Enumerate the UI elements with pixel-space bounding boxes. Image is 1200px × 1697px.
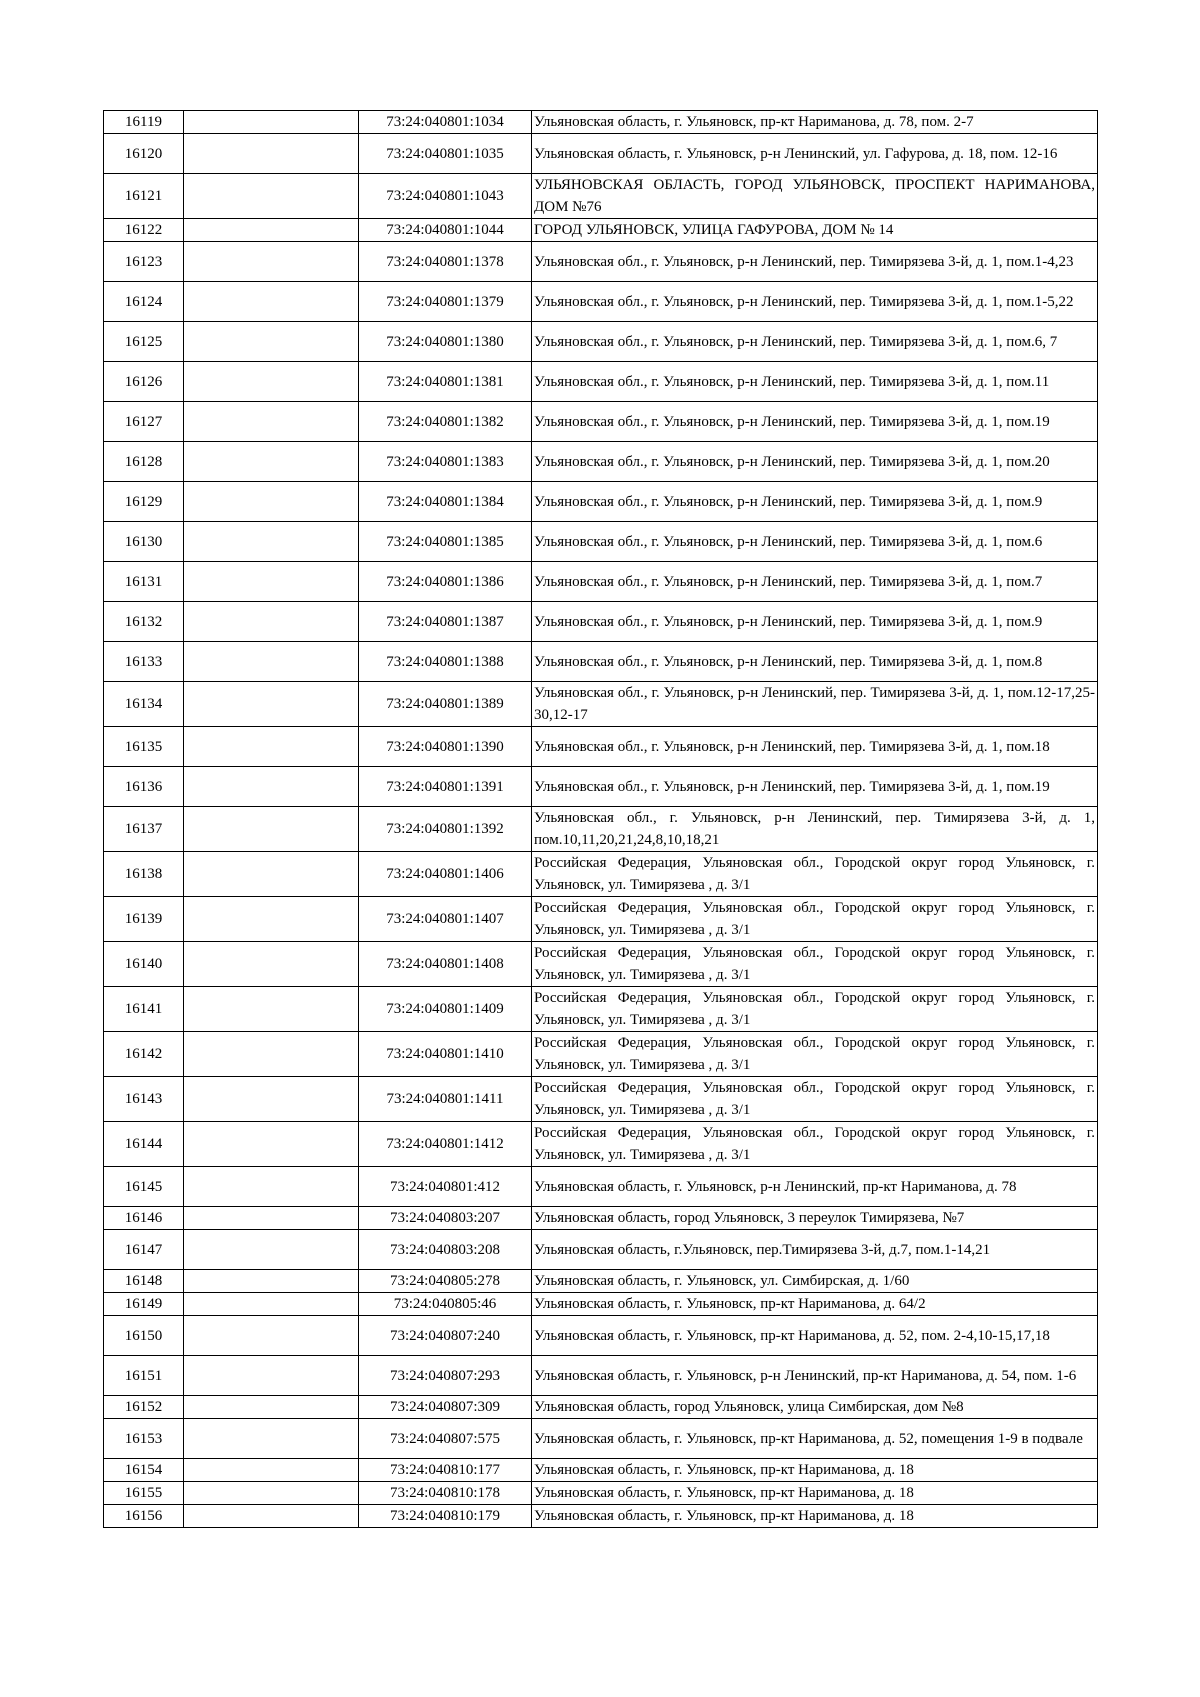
empty-cell	[184, 111, 359, 134]
address-cell: Российская Федерация, Ульяновская обл., Городской округ город Ульяновск, г. Ульяновск, ул. Тимирязева , д. 3/1	[532, 987, 1098, 1032]
empty-cell	[184, 562, 359, 602]
table-row	[104, 987, 1098, 1032]
row-number-cell: 16123	[104, 242, 184, 282]
address-cell: Ульяновская область, г. Ульяновск, пр-кт Нариманова, д. 52, помещения 1-9 в подвале	[532, 1419, 1098, 1459]
row-number-cell: 16132	[104, 602, 184, 642]
cadastral-number-cell: 73:24:040801:1386	[359, 562, 532, 602]
table-row	[104, 642, 1098, 682]
address-cell: Ульяновская обл., г. Ульяновск, р-н Ленинский, пер. Тимирязева 3-й, д. 1, пом.20	[532, 442, 1098, 482]
table-row	[104, 767, 1098, 807]
row-number-cell: 16149	[104, 1293, 184, 1316]
empty-cell	[184, 1293, 359, 1316]
empty-cell	[184, 852, 359, 897]
row-number-cell: 16152	[104, 1396, 184, 1419]
empty-cell	[184, 322, 359, 362]
row-number-cell: 16145	[104, 1167, 184, 1207]
table-row	[104, 682, 1098, 727]
address-cell: Ульяновская обл., г. Ульяновск, р-н Ленинский, пер. Тимирязева 3-й, д. 1, пом.19	[532, 767, 1098, 807]
address-cell: Ульяновская область, г. Ульяновск, р-н Ленинский, пр-кт Нариманова, д. 54, пом. 1-6	[532, 1356, 1098, 1396]
table-row	[104, 562, 1098, 602]
address-cell: Российская Федерация, Ульяновская обл., Городской округ город Ульяновск, г. Ульяновск, ул. Тимирязева , д. 3/1	[532, 1077, 1098, 1122]
row-number-cell: 16151	[104, 1356, 184, 1396]
empty-cell	[184, 1459, 359, 1482]
empty-cell	[184, 767, 359, 807]
table-row	[104, 1207, 1098, 1230]
empty-cell	[184, 1419, 359, 1459]
table-row	[104, 1167, 1098, 1207]
cadastral-number-cell: 73:24:040801:1035	[359, 134, 532, 174]
empty-cell	[184, 897, 359, 942]
table-row	[104, 1482, 1098, 1505]
empty-cell	[184, 1167, 359, 1207]
table-row	[104, 219, 1098, 242]
address-cell: ГОРОД УЛЬЯНОВСК, УЛИЦА ГАФУРОВА, ДОМ № 14	[532, 219, 1098, 242]
row-number-cell: 16125	[104, 322, 184, 362]
address-cell: Ульяновская обл., г. Ульяновск, р-н Ленинский, пер. Тимирязева 3-й, д. 1, пом.1-5,22	[532, 282, 1098, 322]
cadastral-number-cell: 73:24:040801:1388	[359, 642, 532, 682]
row-number-cell: 16148	[104, 1270, 184, 1293]
table-row	[104, 282, 1098, 322]
address-cell: Ульяновская область, г. Ульяновск, пр-кт Нариманова, д. 18	[532, 1505, 1098, 1528]
row-number-cell: 16121	[104, 174, 184, 219]
empty-cell	[184, 1505, 359, 1528]
row-number-cell: 16146	[104, 1207, 184, 1230]
registry-table-body	[104, 111, 1098, 1528]
address-cell: Ульяновская обл., г. Ульяновск, р-н Ленинский, пер. Тимирязева 3-й, д. 1, пом.11	[532, 362, 1098, 402]
empty-cell	[184, 442, 359, 482]
address-cell: УЛЬЯНОВСКАЯ ОБЛАСТЬ, ГОРОД УЛЬЯНОВСК, ПРОСПЕКТ НАРИМАНОВА, ДОМ №76	[532, 174, 1098, 219]
row-number-cell: 16156	[104, 1505, 184, 1528]
cadastral-number-cell: 73:24:040801:1044	[359, 219, 532, 242]
cadastral-number-cell: 73:24:040801:1407	[359, 897, 532, 942]
cadastral-number-cell: 73:24:040801:1391	[359, 767, 532, 807]
cadastral-number-cell: 73:24:040801:1378	[359, 242, 532, 282]
address-cell: Ульяновская обл., г. Ульяновск, р-н Ленинский, пер. Тимирязева 3-й, д. 1, пом.6, 7	[532, 322, 1098, 362]
row-number-cell: 16131	[104, 562, 184, 602]
cadastral-number-cell: 73:24:040801:1379	[359, 282, 532, 322]
row-number-cell: 16147	[104, 1230, 184, 1270]
empty-cell	[184, 402, 359, 442]
row-number-cell: 16139	[104, 897, 184, 942]
table-row	[104, 1396, 1098, 1419]
address-cell: Российская Федерация, Ульяновская обл., Городской округ город Ульяновск, г. Ульяновск, ул. Тимирязева , д. 3/1	[532, 1122, 1098, 1167]
registry-table	[103, 110, 1098, 1528]
address-cell: Ульяновская область, г. Ульяновск, пр-кт Нариманова, д. 18	[532, 1459, 1098, 1482]
address-cell: Ульяновская обл., г. Ульяновск, р-н Ленинский, пер. Тимирязева 3-й, д. 1, пом.9	[532, 482, 1098, 522]
address-cell: Ульяновская область, г. Ульяновск, пр-кт Нариманова, д. 78, пом. 2-7	[532, 111, 1098, 134]
cadastral-number-cell: 73:24:040801:1409	[359, 987, 532, 1032]
table-row	[104, 134, 1098, 174]
table-row	[104, 1505, 1098, 1528]
address-cell: Ульяновская обл., г. Ульяновск, р-н Ленинский, пер. Тимирязева 3-й, д. 1, пом.7	[532, 562, 1098, 602]
row-number-cell: 16134	[104, 682, 184, 727]
row-number-cell: 16155	[104, 1482, 184, 1505]
table-row	[104, 1122, 1098, 1167]
cadastral-number-cell: 73:24:040807:309	[359, 1396, 532, 1419]
row-number-cell: 16126	[104, 362, 184, 402]
cadastral-number-cell: 73:24:040801:1390	[359, 727, 532, 767]
table-row	[104, 807, 1098, 852]
address-cell: Ульяновская обл., г. Ульяновск, р-н Ленинский, пер. Тимирязева 3-й, д. 1, пом.6	[532, 522, 1098, 562]
table-row	[104, 1077, 1098, 1122]
address-cell: Ульяновская область, г. Ульяновск, пр-кт Нариманова, д. 18	[532, 1482, 1098, 1505]
address-cell: Ульяновская обл., г. Ульяновск, р-н Ленинский, пер. Тимирязева 3-й, д. 1, пом.19	[532, 402, 1098, 442]
table-row	[104, 322, 1098, 362]
row-number-cell: 16150	[104, 1316, 184, 1356]
empty-cell	[184, 242, 359, 282]
empty-cell	[184, 219, 359, 242]
address-cell: Ульяновская обл., г. Ульяновск, р-н Ленинский, пер. Тимирязева 3-й, д. 1, пом.10,11,20,21,24,8,10,18,21	[532, 807, 1098, 852]
table-row	[104, 852, 1098, 897]
empty-cell	[184, 1396, 359, 1419]
cadastral-number-cell: 73:24:040807:575	[359, 1419, 532, 1459]
address-cell: Ульяновская область, город Ульяновск, улица Симбирская, дом №8	[532, 1396, 1098, 1419]
empty-cell	[184, 522, 359, 562]
row-number-cell: 16142	[104, 1032, 184, 1077]
cadastral-number-cell: 73:24:040801:1380	[359, 322, 532, 362]
address-cell: Ульяновская обл., г. Ульяновск, р-н Ленинский, пер. Тимирязева 3-й, д. 1, пом.18	[532, 727, 1098, 767]
empty-cell	[184, 362, 359, 402]
cadastral-number-cell: 73:24:040805:46	[359, 1293, 532, 1316]
table-row	[104, 1356, 1098, 1396]
cadastral-number-cell: 73:24:040801:1043	[359, 174, 532, 219]
cadastral-number-cell: 73:24:040803:207	[359, 1207, 532, 1230]
row-number-cell: 16144	[104, 1122, 184, 1167]
address-cell: Ульяновская обл., г. Ульяновск, р-н Ленинский, пер. Тимирязева 3-й, д. 1, пом.12-17,25-30,12-17	[532, 682, 1098, 727]
table-row	[104, 1270, 1098, 1293]
row-number-cell: 16122	[104, 219, 184, 242]
row-number-cell: 16119	[104, 111, 184, 134]
empty-cell	[184, 602, 359, 642]
cadastral-number-cell: 73:24:040807:293	[359, 1356, 532, 1396]
cadastral-number-cell: 73:24:040801:1408	[359, 942, 532, 987]
row-number-cell: 16135	[104, 727, 184, 767]
empty-cell	[184, 1270, 359, 1293]
table-row	[104, 602, 1098, 642]
cadastral-number-cell: 73:24:040801:1034	[359, 111, 532, 134]
cadastral-number-cell: 73:24:040801:1389	[359, 682, 532, 727]
table-row	[104, 1459, 1098, 1482]
empty-cell	[184, 807, 359, 852]
table-row	[104, 1316, 1098, 1356]
address-cell: Ульяновская область, г. Ульяновск, пр-кт Нариманова, д. 52, пом. 2-4,10-15,17,18	[532, 1316, 1098, 1356]
empty-cell	[184, 1316, 359, 1356]
cadastral-number-cell: 73:24:040801:1411	[359, 1077, 532, 1122]
row-number-cell: 16154	[104, 1459, 184, 1482]
row-number-cell: 16127	[104, 402, 184, 442]
cadastral-number-cell: 73:24:040801:1382	[359, 402, 532, 442]
cadastral-number-cell: 73:24:040810:177	[359, 1459, 532, 1482]
row-number-cell: 16120	[104, 134, 184, 174]
table-row	[104, 727, 1098, 767]
empty-cell	[184, 1032, 359, 1077]
address-cell: Российская Федерация, Ульяновская обл., Городской округ город Ульяновск, г. Ульяновск, ул. Тимирязева , д. 3/1	[532, 897, 1098, 942]
row-number-cell: 16124	[104, 282, 184, 322]
empty-cell	[184, 1356, 359, 1396]
empty-cell	[184, 1207, 359, 1230]
table-row	[104, 362, 1098, 402]
cadastral-number-cell: 73:24:040807:240	[359, 1316, 532, 1356]
table-row	[104, 1293, 1098, 1316]
empty-cell	[184, 682, 359, 727]
table-row	[104, 1230, 1098, 1270]
row-number-cell: 16153	[104, 1419, 184, 1459]
cadastral-number-cell: 73:24:040801:1392	[359, 807, 532, 852]
row-number-cell: 16143	[104, 1077, 184, 1122]
table-row	[104, 402, 1098, 442]
table-row	[104, 111, 1098, 134]
cadastral-number-cell: 73:24:040801:412	[359, 1167, 532, 1207]
address-cell: Российская Федерация, Ульяновская обл., Городской округ город Ульяновск, г. Ульяновск, ул. Тимирязева , д. 3/1	[532, 942, 1098, 987]
empty-cell	[184, 1077, 359, 1122]
row-number-cell: 16138	[104, 852, 184, 897]
cadastral-number-cell: 73:24:040801:1385	[359, 522, 532, 562]
address-cell: Ульяновская область, г. Ульяновск, ул. Симбирская, д. 1/60	[532, 1270, 1098, 1293]
row-number-cell: 16128	[104, 442, 184, 482]
address-cell: Ульяновская область, г. Ульяновск, пр-кт Нариманова, д. 64/2	[532, 1293, 1098, 1316]
table-row	[104, 897, 1098, 942]
row-number-cell: 16141	[104, 987, 184, 1032]
row-number-cell: 16140	[104, 942, 184, 987]
cadastral-number-cell: 73:24:040810:178	[359, 1482, 532, 1505]
row-number-cell: 16130	[104, 522, 184, 562]
table-row	[104, 1419, 1098, 1459]
address-cell: Российская Федерация, Ульяновская обл., Городской округ город Ульяновск, г. Ульяновск, ул. Тимирязева , д. 3/1	[532, 852, 1098, 897]
empty-cell	[184, 134, 359, 174]
empty-cell	[184, 1122, 359, 1167]
empty-cell	[184, 642, 359, 682]
empty-cell	[184, 1482, 359, 1505]
empty-cell	[184, 987, 359, 1032]
empty-cell	[184, 282, 359, 322]
empty-cell	[184, 1230, 359, 1270]
table-row	[104, 942, 1098, 987]
address-cell: Ульяновская область, г. Ульяновск, р-н Ленинский, ул. Гафурова, д. 18, пом. 12-16	[532, 134, 1098, 174]
address-cell: Ульяновская область, г. Ульяновск, р-н Ленинский, пр-кт Нариманова, д. 78	[532, 1167, 1098, 1207]
cadastral-number-cell: 73:24:040803:208	[359, 1230, 532, 1270]
cadastral-number-cell: 73:24:040801:1406	[359, 852, 532, 897]
address-cell: Ульяновская область, город Ульяновск, 3 переулок Тимирязева, №7	[532, 1207, 1098, 1230]
table-row	[104, 482, 1098, 522]
row-number-cell: 16129	[104, 482, 184, 522]
row-number-cell: 16133	[104, 642, 184, 682]
table-row	[104, 522, 1098, 562]
address-cell: Российская Федерация, Ульяновская обл., Городской округ город Ульяновск, г. Ульяновск, ул. Тимирязева , д. 3/1	[532, 1032, 1098, 1077]
cadastral-number-cell: 73:24:040801:1412	[359, 1122, 532, 1167]
table-row	[104, 174, 1098, 219]
table-row	[104, 1032, 1098, 1077]
cadastral-number-cell: 73:24:040810:179	[359, 1505, 532, 1528]
cadastral-number-cell: 73:24:040801:1387	[359, 602, 532, 642]
empty-cell	[184, 727, 359, 767]
cadastral-number-cell: 73:24:040801:1381	[359, 362, 532, 402]
address-cell: Ульяновская обл., г. Ульяновск, р-н Ленинский, пер. Тимирязева 3-й, д. 1, пом.9	[532, 602, 1098, 642]
table-row	[104, 242, 1098, 282]
table-row	[104, 442, 1098, 482]
empty-cell	[184, 482, 359, 522]
row-number-cell: 16137	[104, 807, 184, 852]
cadastral-number-cell: 73:24:040801:1410	[359, 1032, 532, 1077]
empty-cell	[184, 174, 359, 219]
cadastral-number-cell: 73:24:040801:1384	[359, 482, 532, 522]
row-number-cell: 16136	[104, 767, 184, 807]
cadastral-number-cell: 73:24:040805:278	[359, 1270, 532, 1293]
cadastral-number-cell: 73:24:040801:1383	[359, 442, 532, 482]
address-cell: Ульяновская обл., г. Ульяновск, р-н Ленинский, пер. Тимирязева 3-й, д. 1, пом.8	[532, 642, 1098, 682]
empty-cell	[184, 942, 359, 987]
address-cell: Ульяновская обл., г. Ульяновск, р-н Ленинский, пер. Тимирязева 3-й, д. 1, пом.1-4,23	[532, 242, 1098, 282]
address-cell: Ульяновская область, г.Ульяновск, пер.Тимирязева 3-й, д.7, пом.1-14,21	[532, 1230, 1098, 1270]
